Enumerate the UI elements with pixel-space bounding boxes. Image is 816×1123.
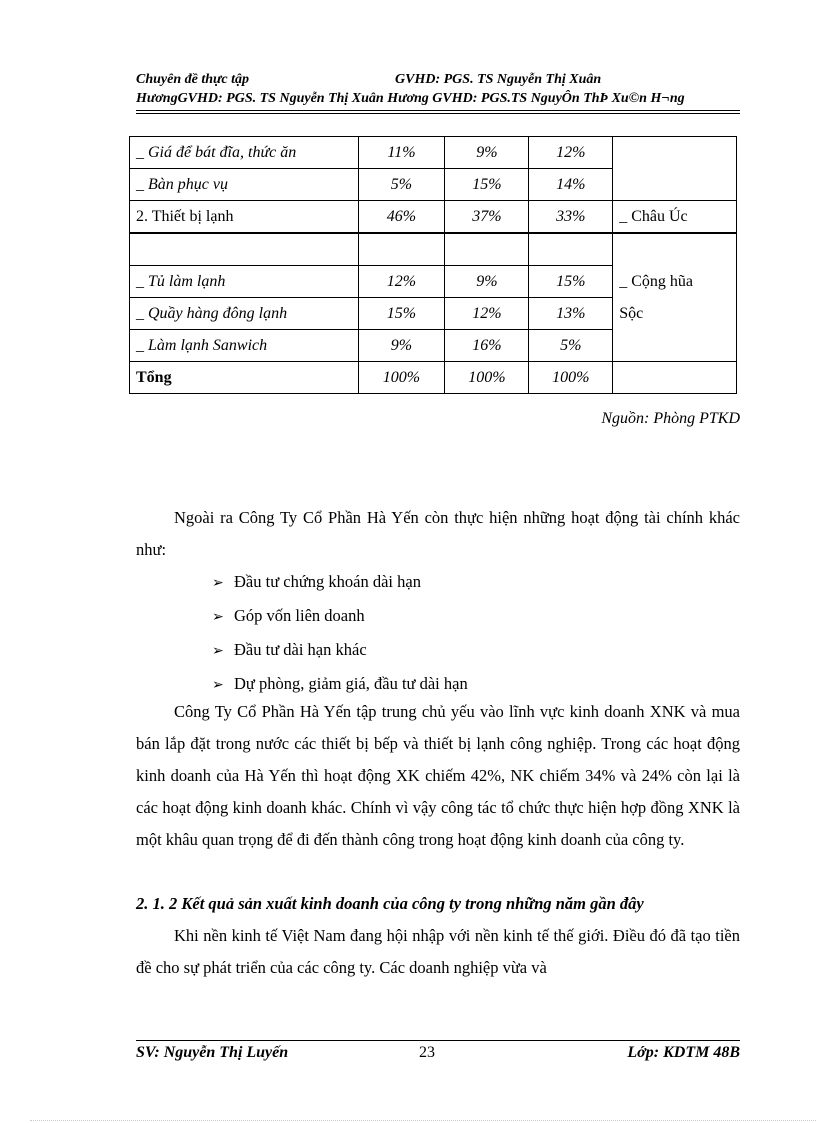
source-note: Nguồn: Phòng PTKD	[601, 410, 740, 427]
cell-value: 11%	[358, 137, 445, 169]
list-item: ➢ Dự phòng, giảm giá, đầu tư dài hạn	[212, 668, 468, 702]
cell-value: 9%	[358, 330, 445, 362]
row-label: 2. Thiết bị lạnh	[130, 201, 359, 234]
row-label: _ Làm lạnh Sanwich	[130, 330, 359, 362]
cell-value: 15%	[529, 266, 613, 298]
table-row	[130, 201, 737, 234]
cell-value: 100%	[529, 362, 613, 394]
cell-value: 15%	[445, 169, 529, 201]
cell-value: 100%	[445, 362, 529, 394]
side-cell-region: _ Châu Úc	[613, 201, 737, 234]
table-row-total	[130, 362, 737, 394]
cell-value: 9%	[445, 266, 529, 298]
cell-value: 12%	[529, 137, 613, 169]
list-item: ➢ Đầu tư chứng khoán dài hạn	[212, 566, 468, 600]
footer-student: SV: Nguyễn Thị Luyến	[136, 1044, 289, 1061]
cell-value	[358, 233, 445, 266]
cell-value: 13%	[529, 298, 613, 330]
footer-class: Lớp: KDTM 48B	[627, 1044, 740, 1061]
cell-value: 12%	[358, 266, 445, 298]
row-label: _ Quầy hàng đông lạnh	[130, 298, 359, 330]
row-label: _ Tủ làm lạnh	[130, 266, 359, 298]
allocation-table	[129, 136, 737, 394]
page-footer	[136, 1044, 740, 1062]
paragraph-results: Khi nền kinh tế Việt Nam đang hội nhập với nền kinh tế thế giới. Điều đó đã tạo tiền đề cho sự phát triển của các công ty. Các doanh nghiệp vừa và	[136, 926, 740, 977]
cell-value	[529, 233, 613, 266]
cell-value: 100%	[358, 362, 445, 394]
header-line2: HươngGVHD: PGS. TS Nguyễn Thị Xuân Hương GVHD: PGS.TS NguyÔn ThÞ Xu©n H¬ng	[136, 91, 685, 106]
cell-value: 12%	[445, 298, 529, 330]
cell-value: 14%	[529, 169, 613, 201]
section-heading: 2. 1. 2 Kết quả sản xuất kinh doanh của công ty trong những năm gần đây	[136, 894, 644, 913]
paragraph-intro: Ngoài ra Công Ty Cổ Phần Hà Yến còn thực hiện những hoạt động tài chính khác như:	[136, 508, 740, 559]
paragraph-business: Công Ty Cổ Phần Hà Yến tập trung chủ yếu vào lĩnh vực kinh doanh XNK và mua bán lắp đặt trong nước các thiết bị bếp và thiết bị lạnh công nghiệp. Trong các hoạt động kinh doanh của Hà Yến thì hoạt động XK chiếm 42%, NK chiếm 34% và 24% còn lại là các hoạt động kinh doanh khác. Chính vì vậy công tác tổ chức thực hiện hợp đồng XNK là một khâu quan trọng để đi đến thành công trong hoạt động kinh doanh của công ty.	[136, 702, 740, 849]
cell-value	[445, 233, 529, 266]
cell-value: 46%	[358, 201, 445, 234]
cell-value: 16%	[445, 330, 529, 362]
bullet-list	[212, 566, 468, 702]
page-edge-dots	[30, 1120, 816, 1121]
side-cell-empty	[613, 137, 737, 201]
cell-value: 15%	[358, 298, 445, 330]
page-header	[136, 70, 740, 108]
row-label: _ Giá để bát đĩa, thức ăn	[130, 137, 359, 169]
footer-rule	[136, 1040, 740, 1041]
side-cell-empty	[613, 362, 737, 394]
list-item: ➢ Góp vốn liên doanh	[212, 600, 468, 634]
cell-value: 37%	[445, 201, 529, 234]
cell-value: 33%	[529, 201, 613, 234]
cell-value: 9%	[445, 137, 529, 169]
header-rule	[136, 110, 740, 111]
list-item: ➢ Đầu tư dài hạn khác	[212, 634, 468, 668]
table-row	[130, 233, 737, 266]
row-label: Tổng	[130, 362, 359, 394]
side-cell-region-2: _ Cộng hũa Sộc	[613, 233, 737, 362]
header-advisor: GVHD: PGS. TS Nguyễn Thị Xuân	[395, 72, 602, 87]
row-label	[130, 233, 359, 266]
page-number: 23	[419, 1044, 435, 1061]
row-label: _ Bàn phục vụ	[130, 169, 359, 201]
header-rule-2	[136, 113, 740, 114]
header-course: Chuyên đề thực tập	[136, 72, 250, 87]
cell-value: 5%	[358, 169, 445, 201]
table-row	[130, 137, 737, 169]
cell-value: 5%	[529, 330, 613, 362]
